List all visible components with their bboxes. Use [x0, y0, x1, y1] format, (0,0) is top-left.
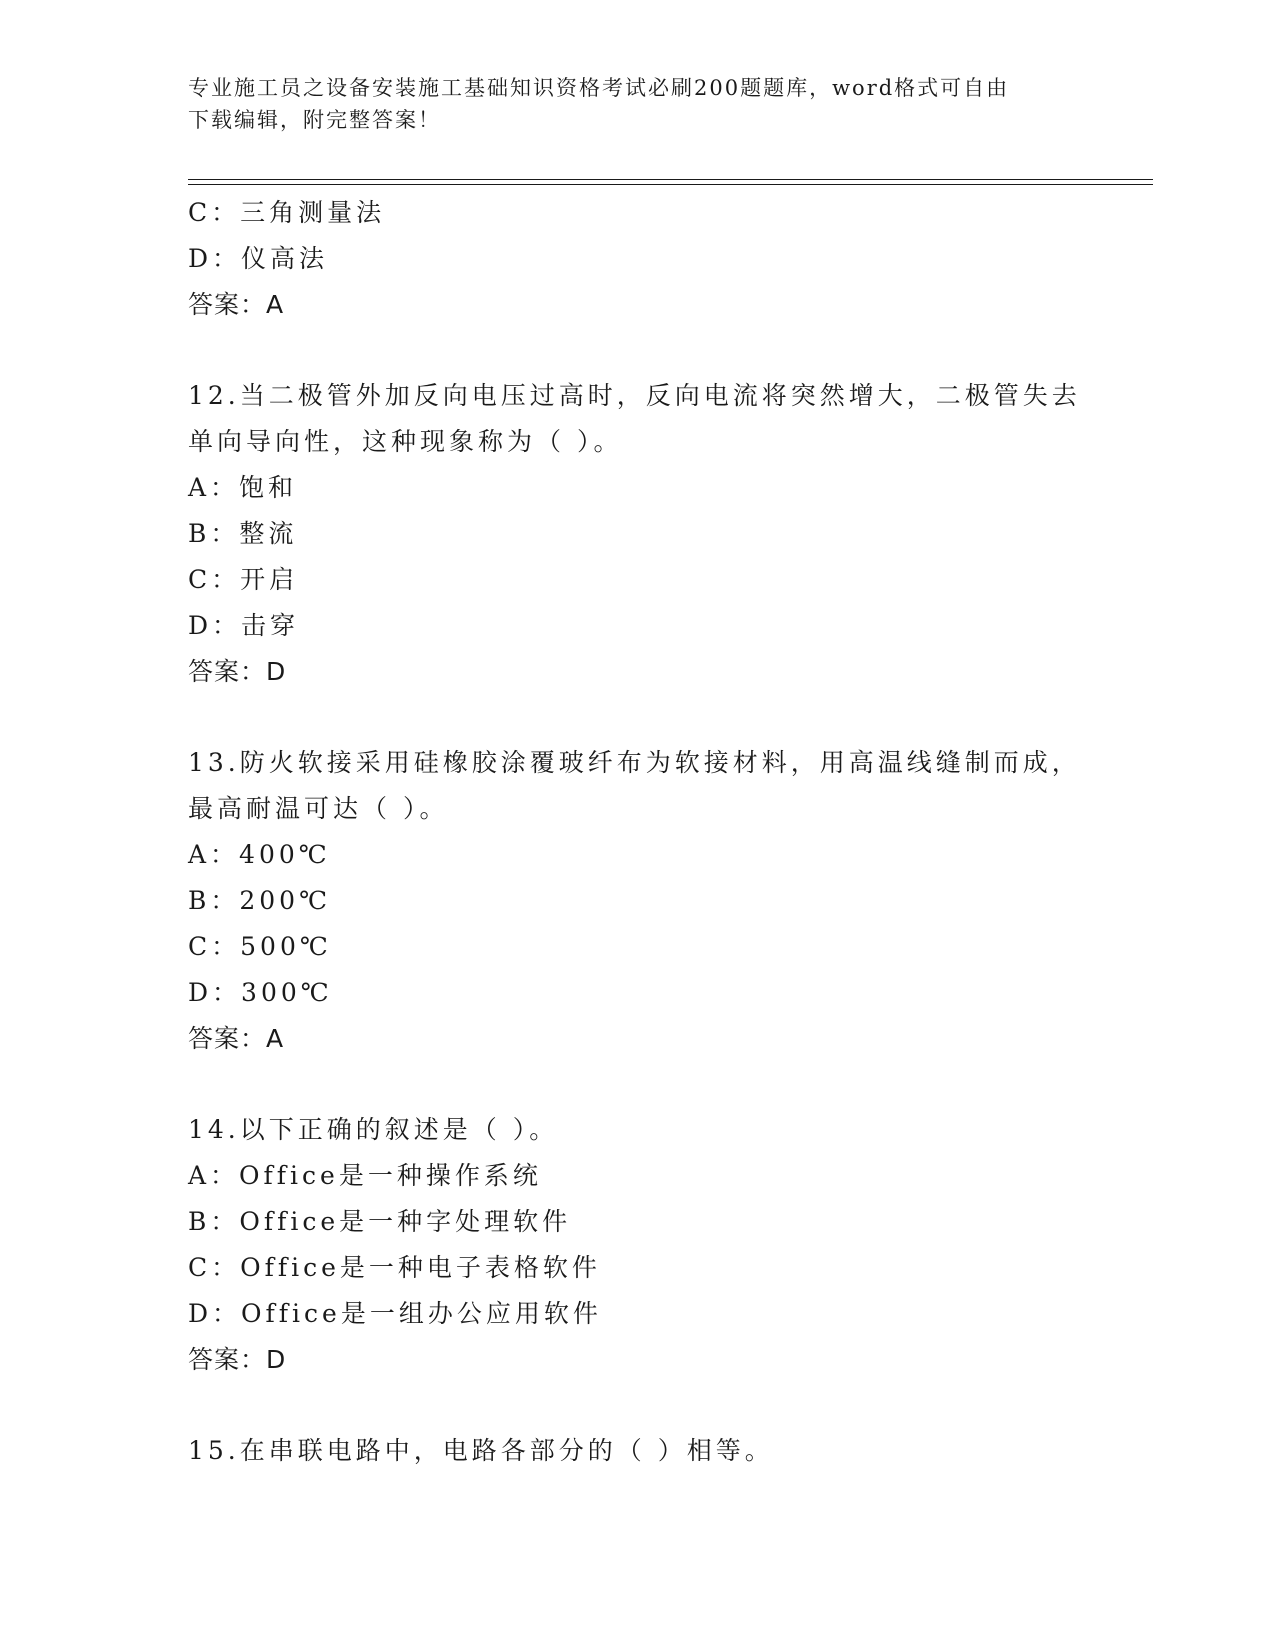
option-a: A：400℃ [188, 840, 331, 869]
option-d: D：300℃ [188, 978, 333, 1007]
answer-line: 答案：A [188, 290, 285, 319]
header-rule-bottom [188, 184, 1153, 185]
question-stem: 14.以下正确的叙述是（ ）。 [188, 1115, 559, 1144]
question-stem: 13.防火软接采用硅橡胶涂覆玻纤布为软接材料，用高温线缝制而成， [188, 748, 1081, 777]
option-c: C：开启 [188, 565, 299, 594]
previous-question-tail [188, 190, 1108, 328]
option-a: A：Office是一种操作系统 [188, 1161, 542, 1190]
answer-line: 答案：D [188, 657, 287, 686]
option-b: B：整流 [188, 519, 298, 548]
spacer [188, 1062, 1108, 1107]
option-d: D：仪高法 [188, 244, 329, 273]
question-13 [188, 740, 1108, 1062]
option-c: C：三角测量法 [188, 198, 386, 227]
spacer [188, 328, 1108, 373]
answer-line: 答案：A [188, 1024, 285, 1053]
question-stem: 最高耐温可达（ ）。 [188, 794, 449, 823]
option-d: D：击穿 [188, 611, 300, 640]
header-rule-top [188, 179, 1153, 180]
question-15 [188, 1428, 1108, 1474]
option-b: B：200℃ [188, 886, 332, 915]
option-a: A：饱和 [188, 473, 298, 502]
question-stem: 单向导向性，这种现象称为（ ）。 [188, 427, 623, 456]
question-stem: 15.在串联电路中，电路各部分的（ ）相等。 [188, 1436, 774, 1465]
document-header [188, 72, 1088, 136]
option-c: C：Office是一种电子表格软件 [188, 1253, 601, 1282]
header-line-2: 下载编辑，附完整答案！ [188, 108, 441, 132]
spacer [188, 1383, 1108, 1428]
spacer [188, 695, 1108, 740]
question-14 [188, 1107, 1108, 1383]
option-d: D：Office是一组办公应用软件 [188, 1299, 602, 1328]
question-content [188, 190, 1108, 1474]
option-c: C：500℃ [188, 932, 332, 961]
option-b: B：Office是一种字处理软件 [188, 1207, 572, 1236]
header-line-1: 专业施工员之设备安装施工基础知识资格考试必刷200题题库，word格式可自由 [188, 76, 1010, 100]
question-12 [188, 373, 1108, 695]
question-stem: 12.当二极管外加反向电压过高时，反向电流将突然增大，二极管失去 [188, 381, 1081, 410]
answer-line: 答案：D [188, 1345, 287, 1374]
